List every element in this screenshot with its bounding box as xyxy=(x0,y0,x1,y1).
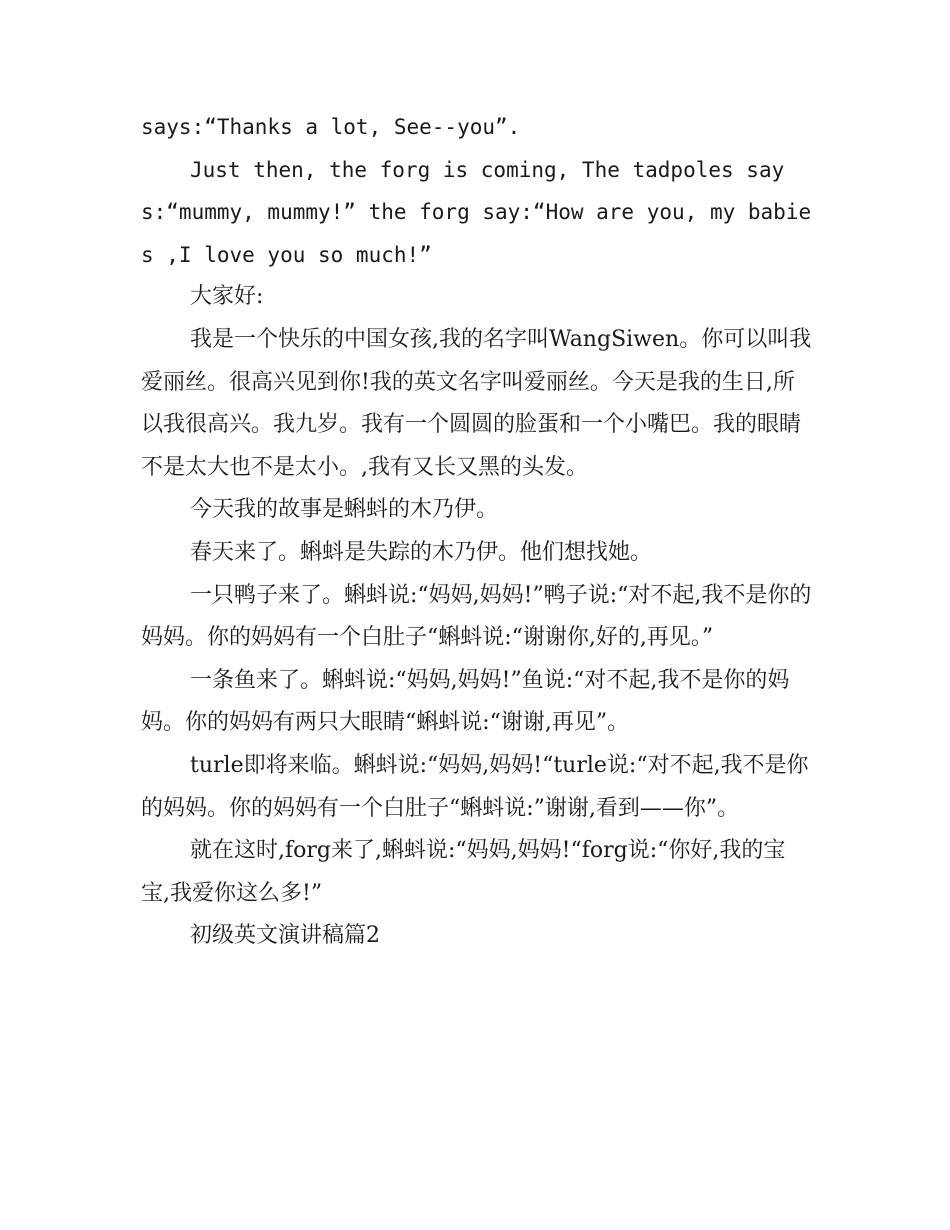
paragraph-self-intro: 我是一个快乐的中国女孩,我的名字叫WangSiwen。你可以叫我爱丽丝。很高兴见到你!我的英文名字叫爱丽丝。今天是我的生日,所以我很高兴。我九岁。我有一个圆圆的脸蛋和一个小嘴巴。我的眼睛不是太大也不是太小。,我有又长又黑的头发。 xyxy=(141,326,812,480)
paragraph-spring: 春天来了。蝌蚪是失踪的木乃伊。他们想找她。 xyxy=(190,539,653,565)
paragraph-turtle: turle即将来临。蝌蚪说:“妈妈,妈妈!“turle说:“对不起,我不是你的妈妈。你的妈妈有一个白肚子“蝌蚪说:”谢谢,看到——你”。 xyxy=(141,752,809,821)
paragraph-duck: 一只鸭子来了。蝌蚪说:“妈妈,妈妈!”鸭子说:“对不起,我不是你的妈妈。你的妈妈有一个白肚子“蝌蚪说:“谢谢你,好的,再见。” xyxy=(141,582,812,651)
paragraph-greeting: 大家好: xyxy=(190,284,264,310)
paragraph-story-title: 今天我的故事是蝌蚪的木乃伊。 xyxy=(190,497,499,523)
section-heading-speech-2: 初级英文演讲稿篇2 xyxy=(190,923,380,949)
paragraph-forg-coming: Just then, the forg is coming, The tadpoles says:“mummy, mummy!” the forg say:“How are you, my babies ,I love you so much!” xyxy=(141,157,812,267)
paragraph-fish: 一条鱼来了。蝌蚪说:“妈妈,妈妈!”鱼说:“对不起,我不是你的妈妈。你的妈妈有两只大眼睛“蝌蚪说:“谢谢,再见”。 xyxy=(141,667,790,736)
document-body xyxy=(141,106,813,958)
paragraph-frog: 就在这时,forg来了,蝌蚪说:“妈妈,妈妈!“forg说:“你好,我的宝宝,我爱你这么多!” xyxy=(141,838,786,906)
paragraph-thanks-line: says:“Thanks a lot, See--you”. xyxy=(141,115,521,139)
